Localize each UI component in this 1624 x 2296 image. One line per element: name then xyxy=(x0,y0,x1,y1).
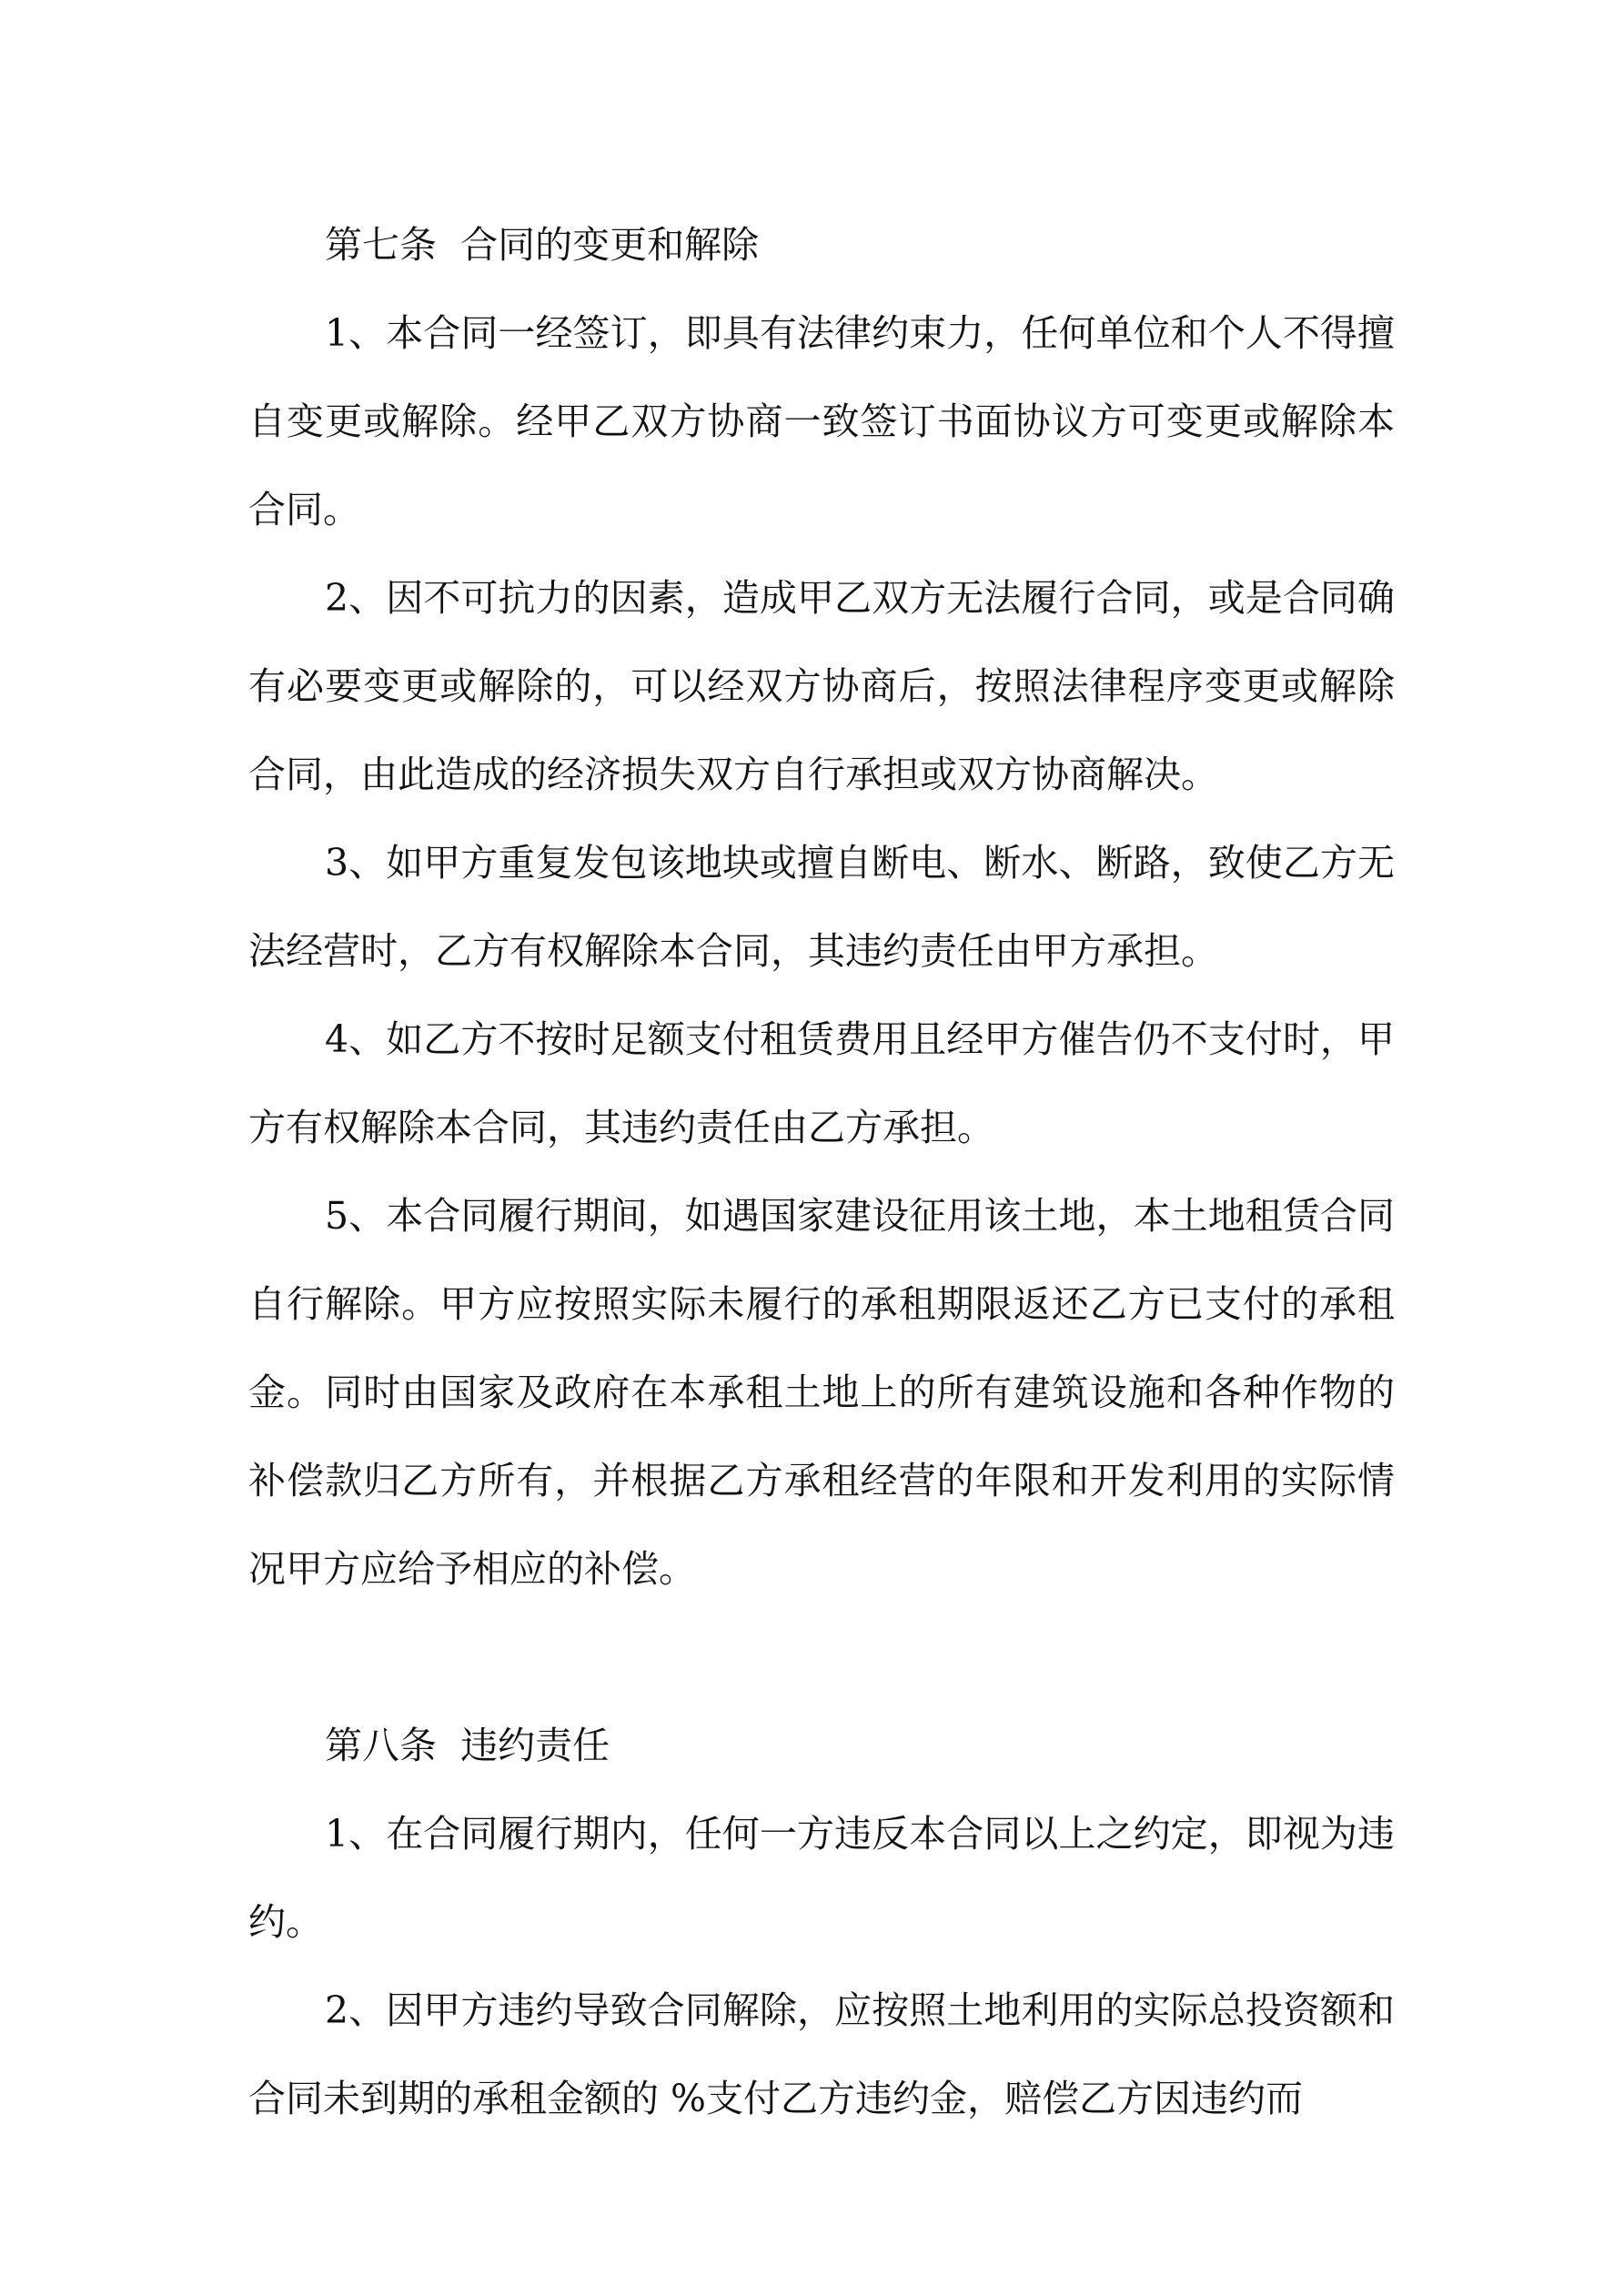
clause-paragraph: 2、因不可抗力的因素，造成甲乙双方无法履行合同，或是合同确有必要变更或解除的，可以经双方协商后，按照法律程序变更或解除合同，由此造成的经济损失双方自行承担或双方协商解决。 xyxy=(248,576,1395,796)
clause-paragraph: 3、如甲方重复发包该地块或擅自断电、断水、断路，致使乙方无法经营时，乙方有权解除本合同，其违约责任由甲方承担。 xyxy=(248,841,1395,973)
clause-paragraph: 4、如乙方不按时足额支付租赁费用且经甲方催告仍不支付时，甲方有权解除本合同，其违约责任由乙方承担。 xyxy=(248,1017,1395,1149)
clause-paragraph: 1、在合同履行期内，任何一方违反本合同以上之约定，即视为违约。 xyxy=(248,1812,1395,1944)
article-8 xyxy=(248,1702,1395,2143)
article-title: 第八条 违约责任 xyxy=(325,1724,610,1767)
article-title: 第七条 合同的变更和解除 xyxy=(325,223,760,267)
document-body xyxy=(248,201,1395,2143)
article-7 xyxy=(248,201,1395,1613)
clause-paragraph: 5、本合同履行期间，如遇国家建设征用该土地，本土地租赁合同自行解除。甲方应按照实际未履行的承租期限返还乙方已支付的承租金。同时由国家及政府在本承租土地上的所有建筑设施和各种作物的补偿款归乙方所有，并根据乙方承租经营的年限和开发利用的实际情况甲方应给予相应的补偿。 xyxy=(248,1194,1395,1591)
clause-paragraph: 1、本合同一经签订，即具有法律约束力，任何单位和个人不得擅自变更或解除。经甲乙双方协商一致签订书面协议方可变更或解除本合同。 xyxy=(248,311,1395,531)
clause-paragraph: 2、因甲方违约导致合同解除，应按照土地利用的实际总投资额和合同未到期的承租金额的 %支付乙方违约金，赔偿乙方因违约而 xyxy=(248,1988,1395,2120)
